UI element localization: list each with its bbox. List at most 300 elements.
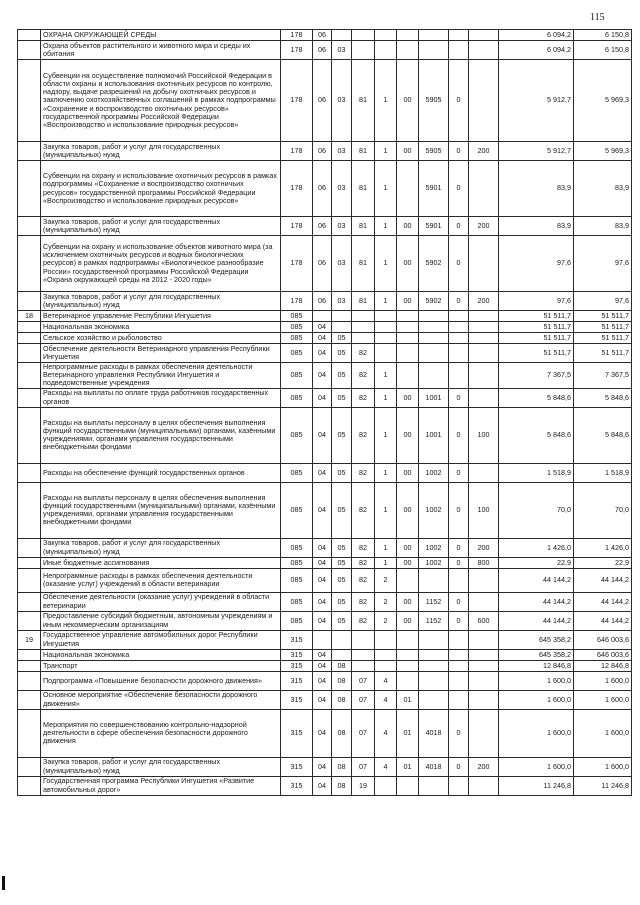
col-direction [419,322,449,333]
col-expense-type: 200 [469,292,499,311]
col-subsection: 05 [332,388,352,407]
col-amount-1: 83,9 [499,161,574,217]
col-subsection [332,630,352,649]
col-amount-1: 70,0 [499,482,574,538]
row-number [18,482,41,538]
col-activity: 00 [397,611,419,630]
col-subsection: 08 [332,671,352,690]
col-subprogram [375,660,397,671]
col-ministry: 315 [281,660,313,671]
col-expense-type [469,41,499,60]
col-activity: 00 [397,482,419,538]
col-subsection: 03 [332,217,352,236]
scan-mark [2,876,5,890]
col-subsection: 03 [332,60,352,142]
col-amount-1: 1 426,0 [499,538,574,557]
row-name: Государственное управление автомобильных дорог Республики Ингушетия [41,630,281,649]
col-program: 81 [352,236,375,292]
row-number [18,322,41,333]
col-program: 82 [352,557,375,568]
col-program [352,311,375,322]
col-direction-ext [449,649,469,660]
col-amount-2: 83,9 [574,161,632,217]
row-name: Сельское хозяйство и рыболовство [41,333,281,344]
col-direction: 4018 [419,709,449,757]
row-number [18,568,41,592]
col-section [313,630,332,649]
col-amount-2: 11 246,8 [574,776,632,795]
table-row [18,649,632,660]
row-number [18,690,41,709]
col-expense-type [469,592,499,611]
col-program: 82 [352,388,375,407]
col-section: 04 [313,611,332,630]
col-amount-1: 51 511,7 [499,311,574,322]
col-section [313,311,332,322]
col-ministry: 085 [281,592,313,611]
col-section: 06 [313,161,332,217]
col-activity: 00 [397,538,419,557]
row-number [18,709,41,757]
col-direction-ext [449,333,469,344]
col-section: 04 [313,709,332,757]
col-ministry: 315 [281,671,313,690]
col-section: 04 [313,660,332,671]
col-section: 04 [313,333,332,344]
col-subsection: 05 [332,344,352,363]
col-amount-1: 51 511,7 [499,333,574,344]
page-number: 115 [590,12,605,23]
col-subprogram [375,41,397,60]
row-name: Обеспечение деятельности (оказание услуг) учреждений в области ветеринарии [41,592,281,611]
col-amount-1: 7 367,5 [499,363,574,389]
table-row [18,407,632,463]
col-program: 19 [352,776,375,795]
row-number [18,60,41,142]
col-ministry: 315 [281,649,313,660]
col-direction: 1001 [419,407,449,463]
table-row [18,776,632,795]
row-name: Расходы на выплаты персоналу в целях обеспечения выполнения функций государственными (муниципальными) органами, казёнными учреждениями, органами управления государственными внебюджетными фондами [41,482,281,538]
col-activity [397,311,419,322]
col-direction: 5902 [419,236,449,292]
col-direction-ext: 0 [449,709,469,757]
col-subprogram: 1 [375,363,397,389]
row-number [18,557,41,568]
col-direction-ext [449,311,469,322]
col-direction-ext: 0 [449,592,469,611]
row-name: Подпрограмма «Повышение безопасности дорожного движения» [41,671,281,690]
row-number [18,660,41,671]
col-amount-2: 22,9 [574,557,632,568]
col-subsection: 03 [332,236,352,292]
col-ministry: 085 [281,538,313,557]
row-number [18,41,41,60]
col-direction-ext [449,776,469,795]
col-expense-type [469,568,499,592]
col-direction-ext: 0 [449,236,469,292]
col-subprogram: 1 [375,292,397,311]
col-program [352,630,375,649]
col-subprogram [375,630,397,649]
table-row [18,322,632,333]
row-name: Национальная экономика [41,322,281,333]
col-amount-1: 51 511,7 [499,322,574,333]
col-direction-ext [449,30,469,41]
col-expense-type: 800 [469,557,499,568]
col-ministry: 085 [281,363,313,389]
col-direction-ext: 0 [449,611,469,630]
col-subsection: 05 [332,407,352,463]
col-activity [397,161,419,217]
table-row [18,60,632,142]
col-direction: 1002 [419,557,449,568]
col-direction: 4018 [419,757,449,776]
col-direction-ext: 0 [449,557,469,568]
col-direction-ext: 0 [449,292,469,311]
col-section: 06 [313,292,332,311]
row-name: Мероприятия по совершенствованию контрольно-надзорной деятельности в сфере обеспечения безопасности дорожного движения [41,709,281,757]
col-section: 06 [313,30,332,41]
col-subsection: 05 [332,333,352,344]
col-direction-ext: 0 [449,463,469,482]
row-number [18,217,41,236]
col-subsection: 03 [332,161,352,217]
col-expense-type [469,60,499,142]
col-activity [397,776,419,795]
col-amount-1: 1 600,0 [499,671,574,690]
col-ministry: 315 [281,757,313,776]
col-subprogram: 2 [375,568,397,592]
col-amount-2: 5 848,6 [574,407,632,463]
col-activity [397,671,419,690]
row-name: Закупка товаров, работ и услуг для государственных (муниципальных) нужд [41,217,281,236]
table-row [18,292,632,311]
col-subprogram: 4 [375,690,397,709]
col-ministry: 085 [281,388,313,407]
col-direction [419,41,449,60]
col-direction [419,630,449,649]
col-subprogram: 1 [375,388,397,407]
col-amount-2: 1 600,0 [574,709,632,757]
col-subprogram [375,344,397,363]
row-name: Закупка товаров, работ и услуг для государственных (муниципальных) нужд [41,142,281,161]
row-name: Национальная экономика [41,649,281,660]
col-amount-1: 5 912,7 [499,60,574,142]
col-section: 04 [313,671,332,690]
col-direction: 5901 [419,217,449,236]
row-number [18,611,41,630]
col-amount-2: 44 144,2 [574,568,632,592]
col-expense-type [469,363,499,389]
col-ministry: 085 [281,322,313,333]
col-subprogram: 4 [375,671,397,690]
col-subsection: 03 [332,142,352,161]
col-amount-1: 1 518,9 [499,463,574,482]
col-expense-type: 200 [469,142,499,161]
row-name: Расходы на обеспечение функций государственных органов [41,463,281,482]
col-amount-2: 51 511,7 [574,333,632,344]
col-direction-ext [449,344,469,363]
col-amount-2: 1 426,0 [574,538,632,557]
col-ministry: 085 [281,611,313,630]
col-activity: 00 [397,557,419,568]
col-program: 82 [352,592,375,611]
row-number [18,161,41,217]
col-expense-type [469,333,499,344]
col-subprogram: 1 [375,60,397,142]
col-activity [397,30,419,41]
col-section: 04 [313,407,332,463]
col-subsection: 05 [332,463,352,482]
col-section: 06 [313,217,332,236]
col-direction [419,311,449,322]
table-row [18,709,632,757]
table-row [18,482,632,538]
row-number [18,236,41,292]
col-subsection: 08 [332,660,352,671]
row-name: Закупка товаров, работ и услуг для государственных (муниципальных) нужд [41,538,281,557]
col-ministry: 178 [281,292,313,311]
col-subsection [332,30,352,41]
col-subprogram [375,30,397,41]
col-direction-ext [449,363,469,389]
col-direction-ext [449,630,469,649]
row-number [18,333,41,344]
col-subprogram: 1 [375,557,397,568]
col-direction [419,333,449,344]
col-ministry: 315 [281,690,313,709]
col-program: 82 [352,463,375,482]
col-direction-ext: 0 [449,388,469,407]
col-ministry: 178 [281,41,313,60]
col-ministry: 085 [281,463,313,482]
col-expense-type [469,30,499,41]
col-activity: 00 [397,292,419,311]
col-ministry: 085 [281,568,313,592]
col-activity: 01 [397,757,419,776]
col-ministry: 315 [281,776,313,795]
col-subsection: 05 [332,538,352,557]
col-amount-2: 1 600,0 [574,757,632,776]
table-row [18,41,632,60]
row-number: 18 [18,311,41,322]
col-subsection: 08 [332,757,352,776]
col-direction [419,776,449,795]
col-amount-1: 12 846,8 [499,660,574,671]
col-program: 81 [352,217,375,236]
col-subprogram: 1 [375,142,397,161]
table-row [18,236,632,292]
col-direction-ext [449,660,469,671]
col-amount-1: 5 912,7 [499,142,574,161]
col-subprogram [375,776,397,795]
col-direction-ext [449,41,469,60]
col-amount-1: 97,6 [499,292,574,311]
col-ministry: 085 [281,482,313,538]
table-row [18,217,632,236]
table-row [18,363,632,389]
col-program: 07 [352,757,375,776]
col-expense-type [469,671,499,690]
col-amount-2: 70,0 [574,482,632,538]
col-subsection [332,322,352,333]
col-amount-1: 645 358,2 [499,649,574,660]
col-amount-2: 1 600,0 [574,671,632,690]
col-direction-ext [449,568,469,592]
col-direction-ext: 0 [449,482,469,538]
col-amount-1: 44 144,2 [499,611,574,630]
col-program [352,322,375,333]
row-number [18,538,41,557]
col-program [352,649,375,660]
col-direction: 5905 [419,60,449,142]
col-amount-2: 646 003,6 [574,649,632,660]
col-expense-type [469,311,499,322]
col-amount-2: 97,6 [574,292,632,311]
col-section: 04 [313,322,332,333]
col-expense-type: 600 [469,611,499,630]
col-amount-1: 97,6 [499,236,574,292]
table-row [18,671,632,690]
col-expense-type [469,709,499,757]
col-section: 06 [313,142,332,161]
col-expense-type: 200 [469,757,499,776]
table-row [18,161,632,217]
col-ministry: 178 [281,60,313,142]
col-ministry: 085 [281,344,313,363]
col-program: 82 [352,482,375,538]
table-row [18,538,632,557]
col-subprogram [375,333,397,344]
col-ministry: 178 [281,217,313,236]
col-activity: 00 [397,236,419,292]
col-direction-ext [449,671,469,690]
table-row [18,30,632,41]
col-subprogram: 1 [375,161,397,217]
col-activity: 00 [397,388,419,407]
col-direction-ext: 0 [449,60,469,142]
col-section: 04 [313,592,332,611]
row-number [18,649,41,660]
col-expense-type [469,236,499,292]
col-subsection [332,311,352,322]
col-amount-2: 6 150,8 [574,41,632,60]
row-name: Предоставление субсидий бюджетным, автономным учреждениям и иным некоммерческим организациям [41,611,281,630]
row-number [18,30,41,41]
col-activity [397,363,419,389]
col-subsection: 05 [332,363,352,389]
col-subsection: 03 [332,292,352,311]
col-expense-type [469,161,499,217]
col-program: 82 [352,344,375,363]
col-direction: 5901 [419,161,449,217]
col-direction [419,660,449,671]
table-row [18,630,632,649]
col-ministry: 178 [281,30,313,41]
col-amount-2: 51 511,7 [574,311,632,322]
table-body [18,30,632,796]
col-activity [397,322,419,333]
col-direction-ext: 0 [449,161,469,217]
col-amount-1: 51 511,7 [499,344,574,363]
col-activity [397,649,419,660]
col-direction: 1001 [419,388,449,407]
col-activity: 00 [397,142,419,161]
table-row [18,568,632,592]
col-section: 04 [313,463,332,482]
col-amount-1: 1 600,0 [499,690,574,709]
col-ministry: 085 [281,311,313,322]
table-row [18,557,632,568]
col-amount-2: 51 511,7 [574,322,632,333]
row-name: Непрограммные расходы в рамках обеспечения деятельности Ветеринарного управления Республики Ингушетия и подведомственные учреждения [41,363,281,389]
col-amount-1: 44 144,2 [499,592,574,611]
col-subprogram: 2 [375,592,397,611]
row-name: Ветеринарное управление Республики Ингушетия [41,311,281,322]
table-row [18,690,632,709]
col-amount-2: 44 144,2 [574,592,632,611]
col-subsection: 05 [332,592,352,611]
table-row [18,592,632,611]
col-amount-1: 6 094,2 [499,41,574,60]
col-ministry: 178 [281,161,313,217]
col-section: 04 [313,388,332,407]
row-name: Государственная программа Республики Ингушетия «Развитие автомобильных дорог» [41,776,281,795]
row-number [18,757,41,776]
row-number [18,407,41,463]
col-subprogram: 1 [375,482,397,538]
col-subprogram: 1 [375,407,397,463]
col-subsection: 05 [332,557,352,568]
col-program: 81 [352,60,375,142]
col-expense-type [469,630,499,649]
col-program: 81 [352,292,375,311]
col-expense-type [469,388,499,407]
col-program: 82 [352,611,375,630]
col-amount-2: 44 144,2 [574,611,632,630]
col-amount-2: 7 367,5 [574,363,632,389]
col-subprogram: 1 [375,463,397,482]
row-number [18,344,41,363]
col-subprogram: 1 [375,236,397,292]
table-row [18,344,632,363]
col-subsection [332,649,352,660]
col-expense-type [469,344,499,363]
row-name: Непрограммные расходы в рамках обеспечения деятельности (оказание услуг) учреждений в области ветеринарии [41,568,281,592]
col-amount-1: 5 848,6 [499,407,574,463]
col-section: 04 [313,568,332,592]
col-section: 04 [313,482,332,538]
col-direction [419,344,449,363]
col-amount-1: 6 094,2 [499,30,574,41]
col-direction: 1002 [419,482,449,538]
col-activity [397,568,419,592]
col-subprogram: 4 [375,757,397,776]
col-subsection: 08 [332,776,352,795]
col-program: 81 [352,161,375,217]
col-activity [397,630,419,649]
col-subsection: 05 [332,611,352,630]
col-amount-1: 1 600,0 [499,709,574,757]
col-program: 82 [352,407,375,463]
row-name: Закупка товаров, работ и услуг для государственных (муниципальных) нужд [41,292,281,311]
col-section: 06 [313,236,332,292]
col-direction-ext: 0 [449,142,469,161]
col-section: 04 [313,363,332,389]
col-program [352,333,375,344]
col-section: 06 [313,41,332,60]
